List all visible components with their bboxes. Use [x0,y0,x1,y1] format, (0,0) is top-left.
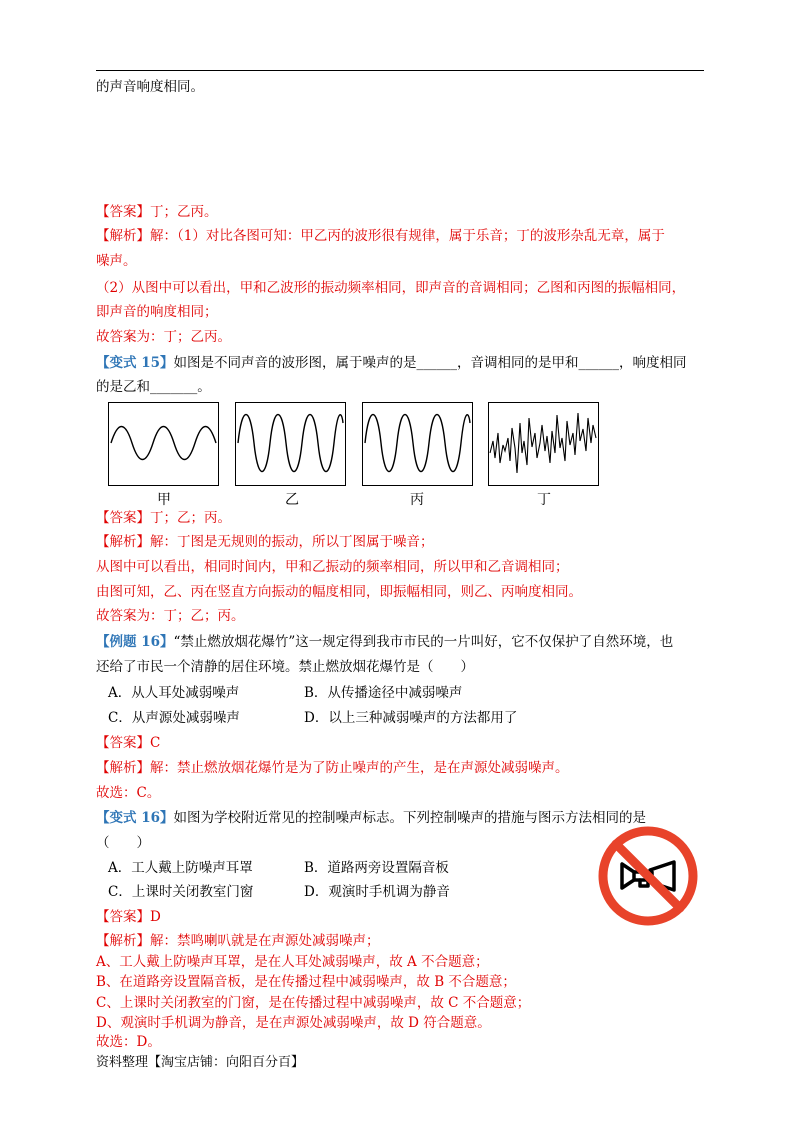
analysis-tag: 【解析】 [96,228,150,244]
variant16-tag: 【变式 16】 [96,810,174,826]
waveform-ding [488,402,599,486]
variant16-analysis-5: D、观演时手机调为静音，是在声源处减弱噪声，故 D 符合题意。 [96,1015,491,1031]
example16-conclusion: 故选：C。 [96,785,161,801]
analysis-tag: 【解析】 [96,760,150,776]
example16-answer [96,733,160,753]
top-rule [96,70,704,71]
analysis-text: 解：禁止燃放烟花爆竹是为了防止噪声的产生，是在声源处减弱噪声。 [150,760,569,776]
variant16-option-b: B．道路两旁设置隔音板 [304,860,449,876]
example16-tag: 【例题 16】 [96,634,174,650]
variant15-conclusion: 故答案为：丁；乙；丙。 [96,608,245,624]
variant16-analysis-3: B、在道路旁设置隔音板，是在传播过程中减弱噪声，故 B 不合题意； [96,974,516,990]
variant16-analysis-4: C、上课时关闭教室的门窗，是在传播过程中减弱噪声，故 C 不合题意； [96,995,531,1011]
answer-text: D [150,909,161,925]
example16-question-2: 还给了市民一个清静的居住环境。禁止燃放烟花爆竹是（ ） [96,659,474,675]
answer-tag: 【答案】 [96,735,150,751]
wave-label-jia: 甲 [157,492,171,508]
no-horn-sign-icon [594,822,702,930]
waveform-jia-icon [109,403,217,484]
wave-label-bing: 丙 [410,492,424,508]
answer-text: 丁；乙丙。 [150,204,218,220]
answer-tag: 【答案】 [96,510,150,526]
example16-option-c: C．从声源处减弱噪声 [108,710,240,726]
analysis-text: 解：丁图是无规则的振动，所以丁图属于噪音； [150,534,434,550]
waveform-ding-icon [489,403,597,484]
variant15-answer [96,508,231,528]
footer-text: 资料整理【淘宝店铺：向阳百分百】 [96,1055,305,1070]
analysis-line-2: 噪声。 [96,253,137,269]
variant16-question-1 [96,808,646,828]
variant16-analysis-1 [96,931,380,951]
analysis-line-4: 即声音的响度相同； [96,304,218,320]
example16-option-b: B．从传播途径中减弱噪声 [304,685,463,701]
answer-line-1 [96,202,218,222]
answer-tag: 【答案】 [96,909,150,925]
variant16-option-c: C．上课时关闭教室门窗 [108,884,254,900]
example16-option-a: A．从人耳处减弱噪声 [108,685,240,701]
waveform-bing [362,402,473,486]
wave-label-ding: 丁 [537,492,551,508]
variant16-conclusion: 故选：D。 [96,1034,161,1050]
example16-option-d: D．以上三种减弱噪声的方法都用了 [304,710,518,726]
analysis-line-1 [96,226,665,246]
analysis-tag: 【解析】 [96,534,150,550]
variant15-analysis-2: 从图中可以看出，相同时间内，甲和乙振动的频率相同，所以甲和乙音调相同； [96,559,569,575]
waveform-yi [235,402,346,486]
example16-question-1 [96,632,673,652]
variant16-option-d: D．观演时手机调为静音 [304,884,450,900]
waveform-jia [108,402,219,486]
variant16-answer [96,907,161,927]
variant16-question-2: （ ） [96,835,150,851]
analysis-line-3: （2）从图中可以看出，甲和乙波形的振动频率相同，即声音的音调相同；乙图和丙图的振幅相同， [96,280,686,296]
variant15-analysis-1 [96,532,434,552]
variant16-option-a: A．工人戴上防噪声耳罩 [108,860,253,876]
answer-text: 丁；乙；丙。 [150,510,231,526]
example16-analysis [96,758,569,778]
waveform-bing-icon [363,403,471,484]
variant15-question-text: 如图是不同声音的波形图，属于噪声的是______，音调相同的是甲和______，响度相同 [173,355,687,371]
top-text: 的声音响度相同。 [96,79,204,95]
variant15-tag: 【变式 15】 [96,355,174,371]
conclusion-line: 故答案为：丁；乙丙。 [96,329,231,345]
answer-tag: 【答案】 [96,204,150,220]
variant15-analysis-3: 由图可知，乙、丙在竖直方向振动的幅度相同，即振幅相同，则乙、丙响度相同。 [96,584,582,600]
analysis-text: 解：（1）对比各图可知：甲乙丙的波形很有规律，属于乐音；丁的波形杂乱无章，属于 [150,228,665,244]
variant15-question-1 [96,353,687,373]
variant16-analysis-2: A、工人戴上防噪声耳罩，是在人耳处减弱噪声，故 A 不合题意； [96,954,489,970]
waveform-yi-icon [236,403,344,484]
analysis-tag: 【解析】 [96,933,150,949]
variant15-question-2: 的是乙和_______。 [96,379,211,395]
answer-text: C [150,735,161,751]
example16-question-text: “禁止燃放烟花爆竹”这一规定得到我市市民的一片叫好，它不仅保护了自然环境，也 [173,634,674,650]
analysis-text: 解：禁鸣喇叭就是在声源处减弱噪声； [150,933,380,949]
variant16-question-text: 如图为学校附近常见的控制噪声标志。下列控制噪声的措施与图示方法相同的是 [173,810,646,826]
wave-label-yi: 乙 [285,492,299,508]
